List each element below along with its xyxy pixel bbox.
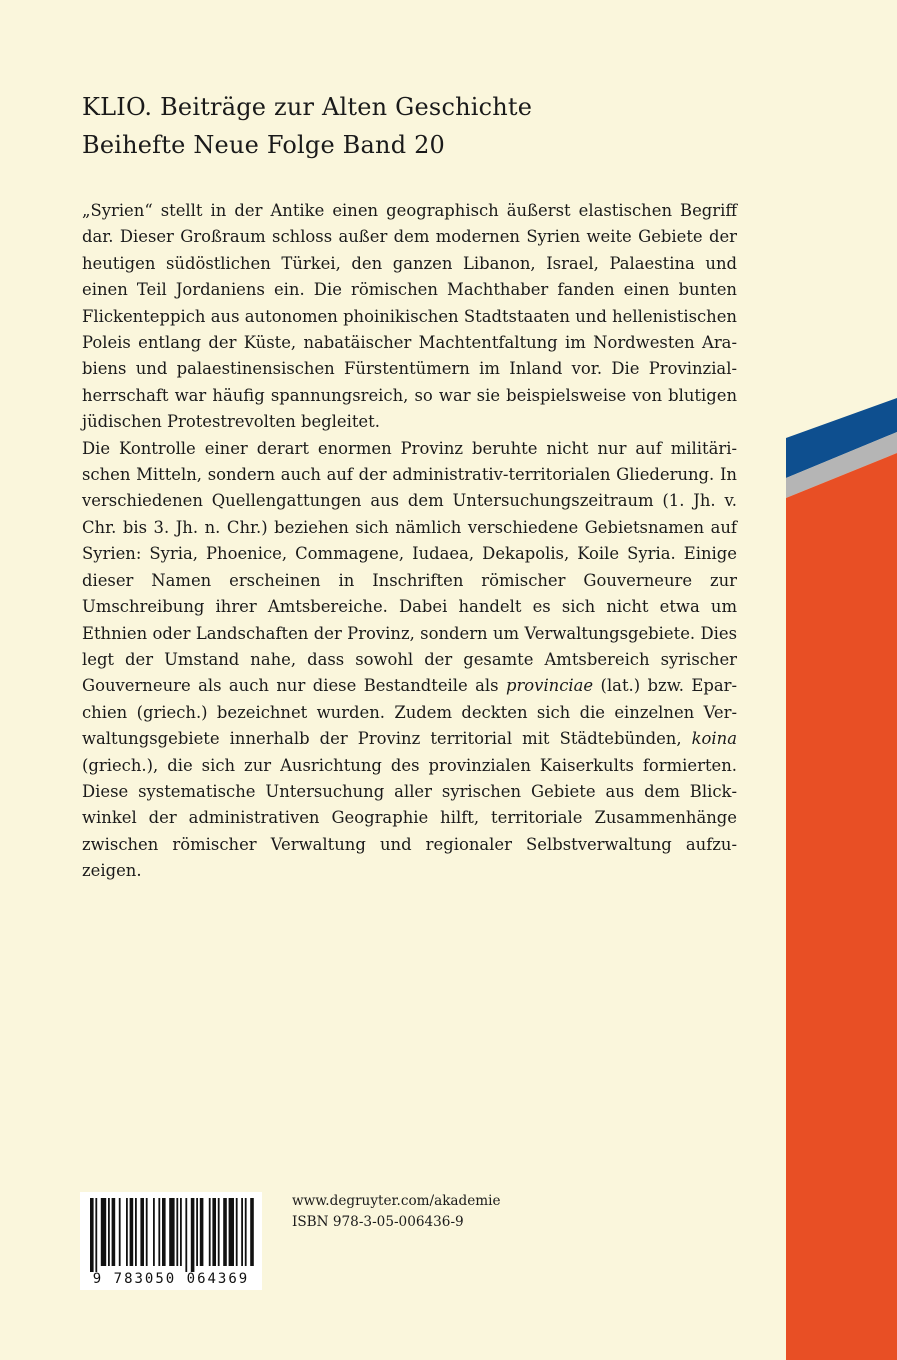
barcode-bar <box>180 1198 182 1266</box>
barcode-bar <box>229 1198 234 1266</box>
barcode-bar <box>212 1198 216 1266</box>
barcode-bar <box>101 1198 106 1266</box>
barcode-bar <box>236 1198 238 1266</box>
blurb-paragraph-2 <box>82 436 737 885</box>
publisher-info <box>292 1191 501 1233</box>
blurb-p2-term-koina: koina <box>691 729 737 749</box>
barcode-bar <box>119 1198 121 1266</box>
barcode-bar <box>191 1198 195 1272</box>
barcode-bar <box>250 1198 254 1266</box>
barcode-bar <box>126 1198 128 1266</box>
barcode-bar <box>162 1198 166 1266</box>
barcode-bar <box>146 1198 148 1266</box>
barcode-bar <box>90 1198 94 1272</box>
barcode-bar <box>140 1198 144 1266</box>
barcode-bar <box>130 1198 134 1266</box>
barcode-bar <box>108 1198 110 1266</box>
series-subtitle: Beihefte Neue Folge Band 20 <box>82 131 446 159</box>
isbn-number: ISBN 978-3-05-006436-9 <box>292 1214 464 1230</box>
orange-band <box>786 453 897 1360</box>
barcode-digits: 9 783050 064369 <box>92 1271 250 1287</box>
barcode-bar <box>185 1198 187 1272</box>
barcode-bar <box>196 1198 198 1266</box>
barcode-bar <box>241 1198 243 1266</box>
series-heading <box>82 88 532 164</box>
barcode-bar <box>135 1198 137 1266</box>
barcode-bar <box>112 1198 116 1266</box>
barcode-bar <box>158 1198 160 1266</box>
barcode-bars <box>80 1192 262 1272</box>
barcode-bar <box>245 1198 247 1266</box>
blurb-p2-term-provinciae: provinciae <box>505 676 594 696</box>
blurb-p2-part-b: (lat.) bzw. Eparchien (griech.) bezeichnet wurden. Zudem deckten sich die einzelnen Verwaltungsgebiete innerhalb der Provinz territorial mit Städtebünden, <box>82 676 738 749</box>
barcode-bar <box>200 1198 204 1266</box>
barcode-bar <box>169 1198 174 1266</box>
isbn-barcode <box>80 1192 262 1290</box>
barcode-bar <box>153 1198 155 1266</box>
blurb-p2-part-c: (griech.), die sich zur Ausrichtung des provinzialen Kaiserkults formierten. Diese systematische Untersuchung aller syrischen Gebiete aus dem Blickwinkel der administrativen Geographie hilft, territoriale Zusammenhänge zwischen römischer Verwaltung und regionaler Selbstverwaltung aufzuzeigen. <box>82 755 737 881</box>
barcode-bar <box>218 1198 220 1266</box>
series-title: KLIO. Beiträge zur Alten Geschichte <box>82 93 533 121</box>
publisher-url: www.degruyter.com/akademie <box>292 1193 501 1209</box>
barcode-bar <box>176 1198 178 1266</box>
blurb-paragraph-1: „Syrien“ stellt in der Antike einen geographisch äußerst elastischen Begriff dar. Dieser Großraum schloss außer dem modernen Syrien weite Gebiete der heutigen südöstlichen Türkei, den ganzen Libanon, Israel, Palaestina und einen Teil Jordaniens ein. Die römischen Machthaber fanden einen bunten Flickenteppich aus autonomen phoinikischen Stadtstaaten und hellenistischen Poleis entlang der Küste, nabatäischer Machtentfaltung im Nordwesten Arabiens und palaestinensischen Fürstentümern im Inland vor. Die Provinzialherrschaft war häufig spannungsreich, so war sie beispielsweise von blutigen jüdischen Protestrevolten begleitet. <box>82 201 737 432</box>
barcode-bar <box>223 1198 227 1266</box>
blurb-text <box>82 198 737 885</box>
barcode-bar <box>95 1198 97 1272</box>
blurb-p2-part-a: Die Kontrolle einer derart enormen Provinz beruhte nicht nur auf militärischen Mitteln, sondern auch auf der administrativ-territorialen Gliederung. In verschiedenen Quellengattungen aus dem Untersuchungszeitraum (1. Jh. v. Chr. bis 3. Jh. n. Chr.) beziehen sich nämlich verschiedene Gebietsnamen auf Syrien: Syria, Phoenice, Commagene, Iudaea, Dekapolis, Koile Syria. Einige dieser Namen erscheinen in Inschriften römischer Gouverneure zur Umschreibung ihrer Amtsbereiche. Dabei handelt es sich nicht etwa um Ethnien oder Landschaften der Provinz, sondern um Verwaltungsgebiete. Dies legt der Umstand nahe, dass sowohl der gesamte Amtsbereich syrischer Gouverneure als auch nur diese Bestandteile als <box>82 438 737 696</box>
barcode-bar <box>209 1198 211 1266</box>
